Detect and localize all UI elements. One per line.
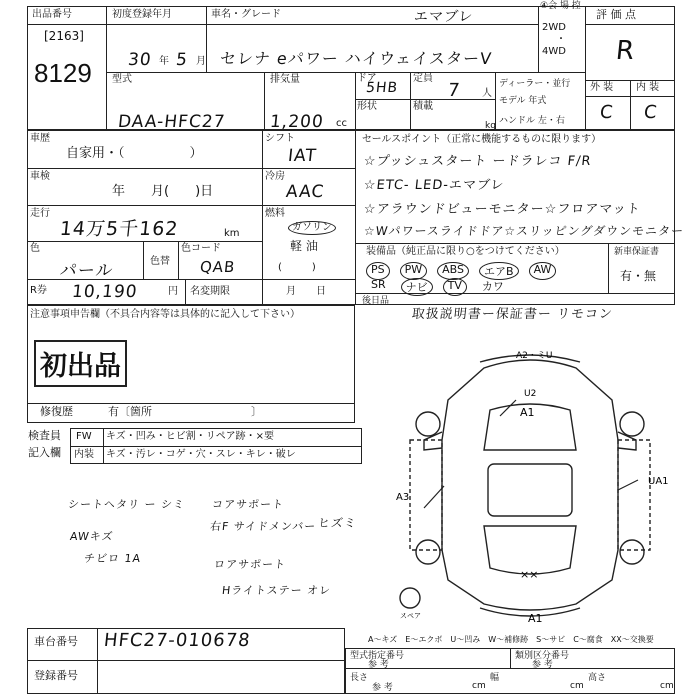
chassis-label: 車台番号	[34, 635, 78, 648]
color-change-label: 色替	[150, 256, 170, 267]
model-name: セレナ eパワー ハイウェイスターV	[218, 49, 494, 68]
exterior-value: C	[598, 102, 615, 123]
color-code-value: QAB	[199, 258, 237, 276]
interior-value: C	[642, 102, 659, 123]
repair-value: 有〔箇所 〕	[108, 405, 262, 418]
chassis-value: HFC27-010678	[102, 630, 252, 651]
drive-2wd: 2WD	[542, 22, 566, 33]
equipment-item: ナビ	[401, 278, 433, 296]
capacity-value: 7	[446, 80, 462, 101]
displacement-label: 排気量	[270, 74, 300, 85]
dealer-label: ディーラー・並行	[499, 79, 571, 89]
first-reg-month: 5	[174, 50, 189, 70]
repair-label: 修復歴	[40, 405, 73, 418]
sales-points-label: セールスポイント（正常に機能するものに限ります）	[362, 134, 602, 145]
equipment-item: PW	[400, 262, 428, 280]
equipment-label: 装備品（純正品に限り○をつけてください）	[366, 246, 565, 257]
color-code-label: 色コード	[181, 243, 221, 254]
recycle-value: 10,190	[70, 282, 139, 302]
remark: Hライトステー オレ	[221, 584, 332, 597]
first-listing-stamp: 初出品	[34, 340, 127, 387]
history-value: 自家用・（ ）	[66, 146, 203, 161]
sales-point-line: ☆プッシュスタート ードラレコ F/R	[363, 154, 593, 169]
mileage-value: 14万5千162	[58, 218, 180, 240]
type-designation-label: 型式指定番号	[350, 651, 405, 661]
damage-diagram	[380, 340, 680, 632]
model-year-label: モデル 年式	[499, 96, 547, 106]
first-reg-label: 初度登録年月	[112, 9, 172, 20]
history-label: 車歴	[30, 133, 50, 144]
diagram-roof-u2: U2	[524, 389, 537, 399]
remark: ヒズミ	[317, 516, 358, 530]
equipment-item: PS	[366, 262, 390, 280]
width-label: 幅	[490, 673, 500, 683]
diagram-legend: A～キズ E～エクボ U～凹み W～補修跡 S～サビ C～腐食 XX～交換要	[368, 635, 654, 644]
model-label: 車名・グレード	[211, 9, 281, 20]
equipment-item: エアB	[479, 262, 519, 280]
first-reg-year: 30	[126, 50, 153, 70]
inspection-value: 年 月( )日	[112, 184, 214, 199]
shift-label: シフト	[265, 133, 295, 144]
sales-point-line: ☆アラウンドビューモニター☆フロアマット	[363, 202, 642, 217]
fuel-value: ガソリン	[288, 221, 336, 235]
displacement-value: 1,200	[268, 112, 325, 132]
model-note: エマブレ	[413, 9, 475, 25]
diagram-left-a3: A3	[396, 492, 410, 503]
diagram-spare-label: スペア	[400, 612, 421, 620]
sales-point-line: ☆ETC- LED-エマブレ	[363, 178, 506, 193]
lot-label: 出品番号	[32, 9, 72, 20]
diagram-right-a1: UA1	[648, 476, 669, 487]
remark: ロアサポート	[213, 558, 287, 571]
mileage-label: 走行	[30, 208, 50, 219]
shift-value: IAT	[286, 146, 318, 166]
new-warranty-label: 新車保証書	[614, 247, 660, 257]
remark: コアサポート	[211, 498, 285, 511]
equipment-item: ABS	[437, 262, 469, 280]
diagram-bottom-a1: A1	[528, 612, 543, 625]
fw-items: キズ・凹み・ヒビ割・リペア跡・×要	[106, 431, 274, 442]
capacity-label: 定員	[413, 73, 433, 84]
fuel-paren: ( )	[278, 262, 316, 273]
diagram-hood-a1: A1	[520, 406, 535, 419]
name-expiry-value: 月 日	[286, 286, 326, 297]
entry-label: 記入欄	[28, 446, 61, 459]
color-value: パール	[58, 261, 115, 281]
ac-label: 冷房	[265, 171, 285, 182]
recycle-label: R券	[30, 285, 47, 296]
fuel-label: 燃料	[265, 208, 285, 219]
remark: チビロ 1A	[83, 552, 142, 565]
notes-label: 注意事項申告欄（不具合内容等は具体的に記入して下さい）	[30, 309, 300, 320]
equipment-item: カワ	[481, 280, 504, 293]
fuel-alt: 軽 油	[290, 239, 318, 253]
equipment-item: AW	[529, 262, 557, 280]
handle-label: ハンドル 左・右	[499, 116, 565, 126]
load-label: 積載	[413, 101, 433, 112]
interior-items: キズ・汚レ・コゲ・穴・スレ・キレ・破レ	[106, 449, 296, 460]
shape-label: 形状	[357, 101, 377, 112]
drive-4wd: 4WD	[542, 46, 566, 57]
equipment-item: TV	[443, 278, 467, 296]
type-value: DAA-HFC27	[116, 112, 227, 132]
diagram-rear-xx: ××	[520, 568, 539, 581]
inspector-label: 検査員	[28, 429, 61, 442]
name-expiry-label: 名変期限	[190, 286, 230, 297]
remark: 右F サイドメンバー	[209, 520, 317, 533]
lot-number: 8129	[34, 58, 92, 88]
inspection-label: 車検	[30, 171, 50, 182]
rating-label: 評 価 点	[596, 8, 636, 21]
exterior-label: 外 装	[590, 82, 614, 93]
rating-value: R	[614, 36, 637, 66]
equipment-item: SR	[371, 278, 386, 291]
aftermarket-value: 取扱説明書ー保証書ー リモコン	[411, 307, 614, 322]
new-warranty-value: 有・無	[620, 269, 657, 283]
height-label: 高さ	[588, 673, 607, 683]
ac-value: AAC	[284, 182, 326, 202]
lot-code: [2163]	[44, 29, 84, 43]
copy-marker: ④会 場 控	[540, 1, 581, 11]
sales-point-line: ☆Wパワースライドドア☆スリッピングダウンモニター	[363, 224, 685, 238]
remark: シートヘタリ ー シミ	[67, 498, 186, 511]
registration-label: 登録番号	[34, 669, 78, 682]
doors-label: ドア	[357, 73, 377, 84]
category-label: 類別区分番号	[515, 651, 570, 661]
type-label: 型式	[112, 74, 132, 85]
interior-label: 内 装	[636, 82, 660, 93]
length-label: 長さ	[350, 673, 369, 683]
remark: AWキズ	[69, 530, 115, 543]
doors-value: 5HB	[365, 80, 399, 96]
color-label: 色	[30, 243, 40, 254]
diagram-top-label: A2・ミU	[516, 351, 553, 361]
aftermarket-label: 後日品	[362, 296, 390, 306]
